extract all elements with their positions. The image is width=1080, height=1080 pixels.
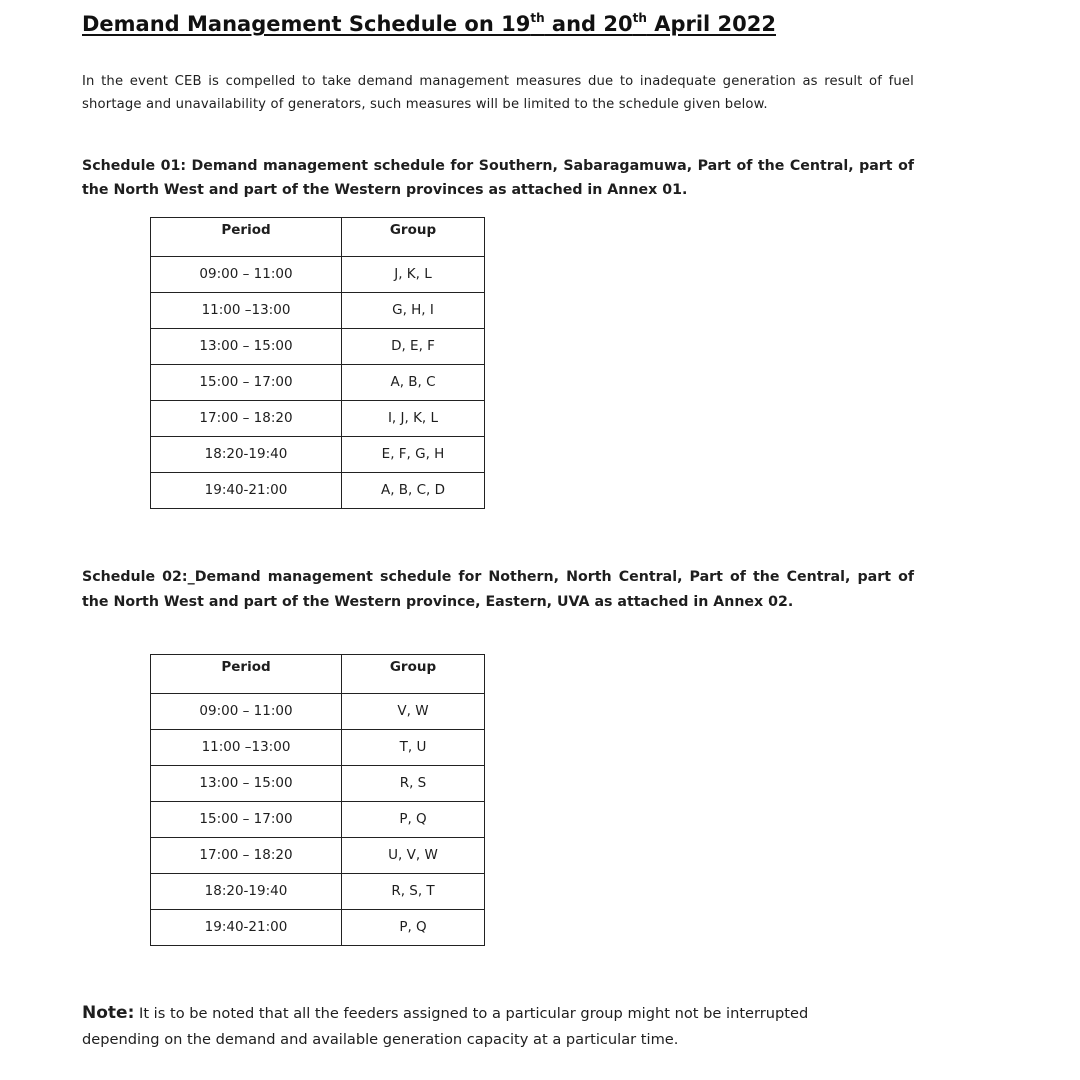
- group-cell: P, Q: [342, 910, 485, 946]
- table-row: [151, 365, 485, 401]
- title-ordinal-1: th: [530, 11, 545, 25]
- table-row: [151, 874, 485, 910]
- table-row: [151, 838, 485, 874]
- period-cell: 15:00 – 17:00: [151, 365, 342, 401]
- table-header-row: [151, 655, 485, 694]
- group-cell: A, B, C: [342, 365, 485, 401]
- table-header-row: [151, 218, 485, 257]
- group-cell: E, F, G, H: [342, 437, 485, 473]
- group-cell: J, K, L: [342, 257, 485, 293]
- period-cell: 17:00 – 18:20: [151, 401, 342, 437]
- table-row: [151, 329, 485, 365]
- table-row: [151, 730, 485, 766]
- period-cell: 11:00 –13:00: [151, 293, 342, 329]
- period-cell: 15:00 – 17:00: [151, 802, 342, 838]
- group-cell: P, Q: [342, 802, 485, 838]
- schedule-02-table: [150, 654, 485, 946]
- document-title: [82, 4, 822, 38]
- period-cell: 17:00 – 18:20: [151, 838, 342, 874]
- title-text-end: April 2022: [646, 12, 776, 36]
- table-row: [151, 802, 485, 838]
- period-cell: 13:00 – 15:00: [151, 329, 342, 365]
- period-cell: 19:40-21:00: [151, 473, 342, 509]
- group-cell: A, B, C, D: [342, 473, 485, 509]
- period-cell: 18:20-19:40: [151, 437, 342, 473]
- intro-paragraph: In the event CEB is compelled to take demand management measures due to inadequate generation as result of fuel shortage and unavailability of generators, such measures will be limited to the schedule given below.: [82, 74, 914, 112]
- period-cell: 11:00 –13:00: [151, 730, 342, 766]
- group-cell: G, H, I: [342, 293, 485, 329]
- group-cell: V, W: [342, 694, 485, 730]
- schedule-02-heading: Schedule 02:_Demand management schedule for Nothern, North Central, Part of the Central, part of the North West and part of the Western province, Eastern, UVA as attached in Annex 02.: [82, 569, 914, 610]
- column-header-period: Period: [151, 218, 342, 257]
- group-cell: I, J, K, L: [342, 401, 485, 437]
- table-row: [151, 910, 485, 946]
- schedule-01-heading: Schedule 01: Demand management schedule for Southern, Sabaragamuwa, Part of the Central, part of the North West and part of the Western provinces as attached in Annex 01.: [82, 158, 914, 198]
- period-cell: 13:00 – 15:00: [151, 766, 342, 802]
- title-text-mid: and 20: [544, 12, 633, 36]
- note-label: Note:: [82, 1003, 135, 1023]
- table-row: [151, 257, 485, 293]
- table-row: [151, 401, 485, 437]
- schedule-01-table: [150, 217, 485, 509]
- group-cell: D, E, F: [342, 329, 485, 365]
- group-cell: R, S, T: [342, 874, 485, 910]
- note-paragraph: [82, 1000, 882, 1053]
- group-cell: T, U: [342, 730, 485, 766]
- column-header-group: Group: [342, 218, 485, 257]
- table-row: [151, 766, 485, 802]
- table-row: [151, 473, 485, 509]
- column-header-period: Period: [151, 655, 342, 694]
- table-row: [151, 437, 485, 473]
- period-cell: 09:00 – 11:00: [151, 257, 342, 293]
- group-cell: R, S: [342, 766, 485, 802]
- period-cell: 19:40-21:00: [151, 910, 342, 946]
- title-ordinal-2: th: [632, 11, 647, 25]
- period-cell: 18:20-19:40: [151, 874, 342, 910]
- table-row: [151, 694, 485, 730]
- title-text: Demand Management Schedule on 19: [82, 12, 531, 36]
- table-row: [151, 293, 485, 329]
- note-text: It is to be noted that all the feeders assigned to a particular group might not be interrupted depending on the demand and available generation capacity at a particular time.: [82, 1005, 809, 1048]
- period-cell: 09:00 – 11:00: [151, 694, 342, 730]
- column-header-group: Group: [342, 655, 485, 694]
- group-cell: U, V, W: [342, 838, 485, 874]
